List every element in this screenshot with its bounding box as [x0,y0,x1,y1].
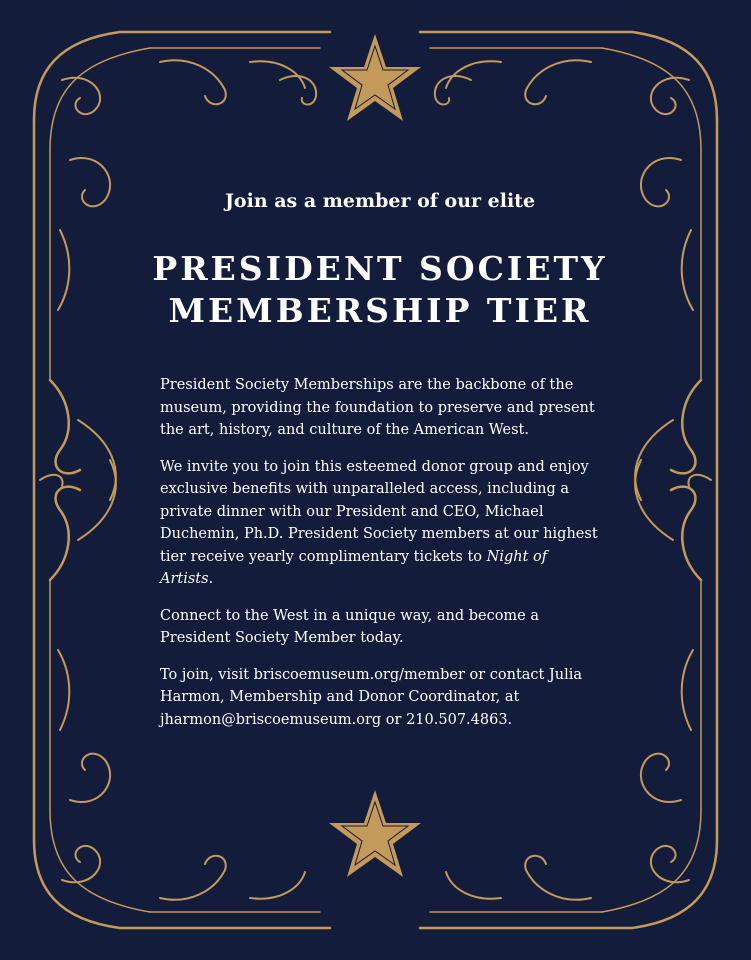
intro-heading: Join as a member of our elite [224,190,536,212]
paragraph-backbone: President Society Memberships are the backbone of the museum, providing the foundation to preserve and present the art, history, and culture of the American West. [160,377,595,438]
invitation-text: We invite you to join this esteemed donor group and enjoy exclusive benefits with unparalleled access, including a private dinner with our President and CEO, Michael Duchemin, Ph.D. President Society members at our highest tier receive yearly complimentary tickets to [160,458,598,565]
star-icon [329,790,421,877]
paragraph-connect: Connect to the West in a unique way, and become a President Society Member today. [160,607,540,646]
body-text [160,374,600,745]
star-icon [329,34,421,121]
paragraph-invitation [160,456,600,591]
title-line-1: PRESIDENT SOCIETY [152,249,608,288]
page-title [120,248,640,332]
event-name: Night of Artists [160,548,548,587]
paragraph-contact: To join, visit briscoemuseum.org/member or contact Julia Harmon, Membership and Donor Coordinator, at jharmon@briscoemuseum.org or 210.507.4863. [160,666,583,728]
invitation-end: . [208,571,214,587]
title-line-2: MEMBERSHIP TIER [168,291,592,330]
